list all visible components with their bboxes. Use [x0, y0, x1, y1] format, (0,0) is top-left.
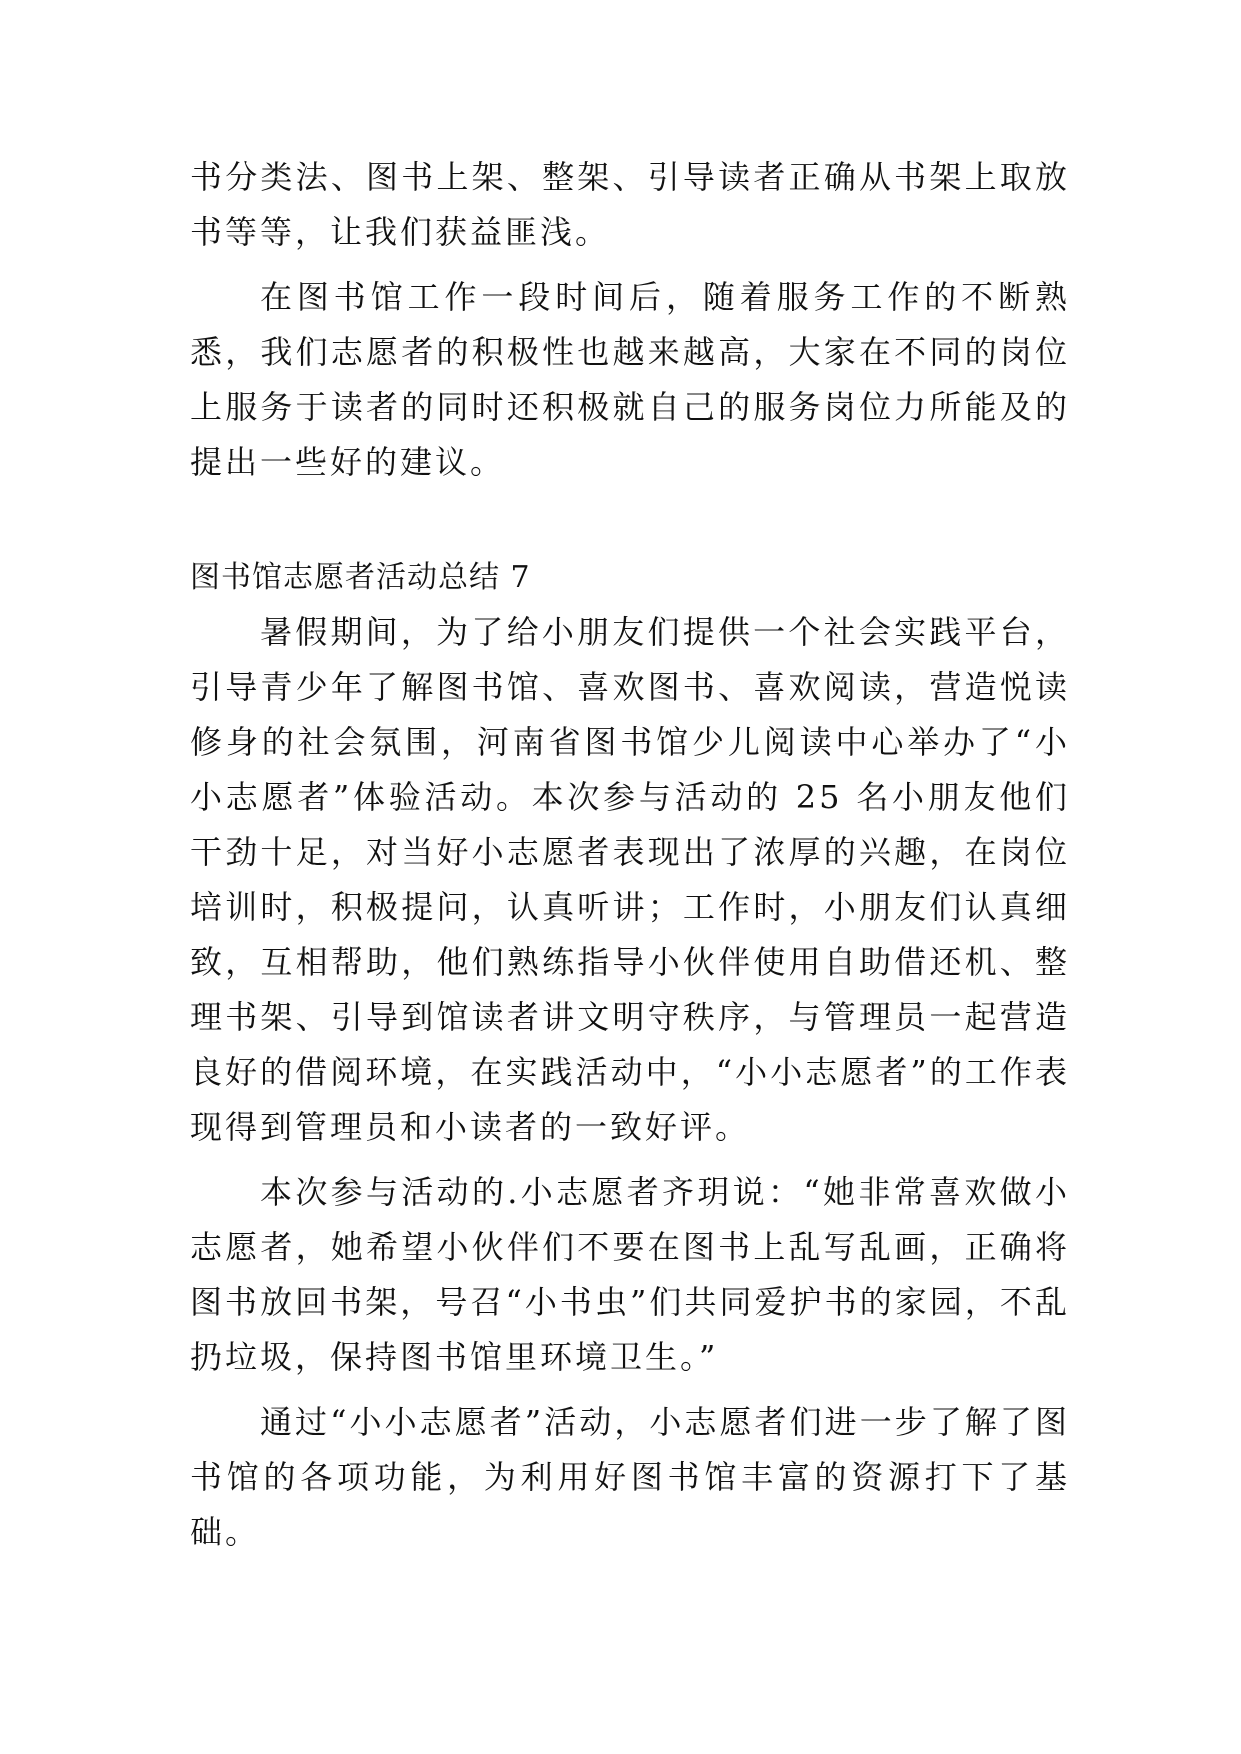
document-body [190, 150, 1070, 1560]
paragraph-3: 暑假期间，为了给小朋友们提供一个社会实践平台，引导青少年了解图书馆、喜欢图书、喜欢阅读，营造悦读修身的社会氛围，河南省图书馆少儿阅读中心举办了“小小志愿者”体验活动。本次参与活动的 25 名小朋友他们干劲十足，对当好小志愿者表现出了浓厚的兴趣，在岗位培训时，积极提问，认真听讲；工作时，小朋友们认真细致，互相帮助，他们熟练指导小伙伴使用自助借还机、整理书架、引导到馆读者讲文明守秩序，与管理员一起营造良好的借阅环境，在实践活动中，“小小志愿者”的工作表现得到管理员和小读者的一致好评。 [190, 613, 1070, 1146]
paragraph-2: 在图书馆工作一段时间后，随着服务工作的不断熟悉，我们志愿者的积极性也越来越高，大家在不同的岗位上服务于读者的同时还积极就自己的服务岗位力所能及的提出一些好的建议。 [190, 278, 1070, 481]
paragraph-1: 书分类法、图书上架、整架、引导读者正确从书架上取放书等等，让我们获益匪浅。 [190, 158, 1070, 251]
paragraph-spacer [190, 1385, 1070, 1395]
paragraph-5: 通过“小小志愿者”活动，小志愿者们进一步了解了图书馆的各项功能，为利用好图书馆丰富的资源打下了基础。 [190, 1403, 1070, 1551]
section-spacer [190, 490, 1070, 550]
section-title: 图书馆志愿者活动总结 7 [190, 560, 531, 595]
paragraph-4: 本次参与活动的.小志愿者齐玥说：“她非常喜欢做小志愿者，她希望小伙伴们不要在图书上乱写乱画，正确将图书放回书架，号召“小书虫”们共同爱护书的家园，不乱扔垃圾，保持图书馆里环境卫生。” [190, 1173, 1070, 1376]
paragraph-spacer [190, 260, 1070, 270]
paragraph-spacer [190, 1155, 1070, 1165]
